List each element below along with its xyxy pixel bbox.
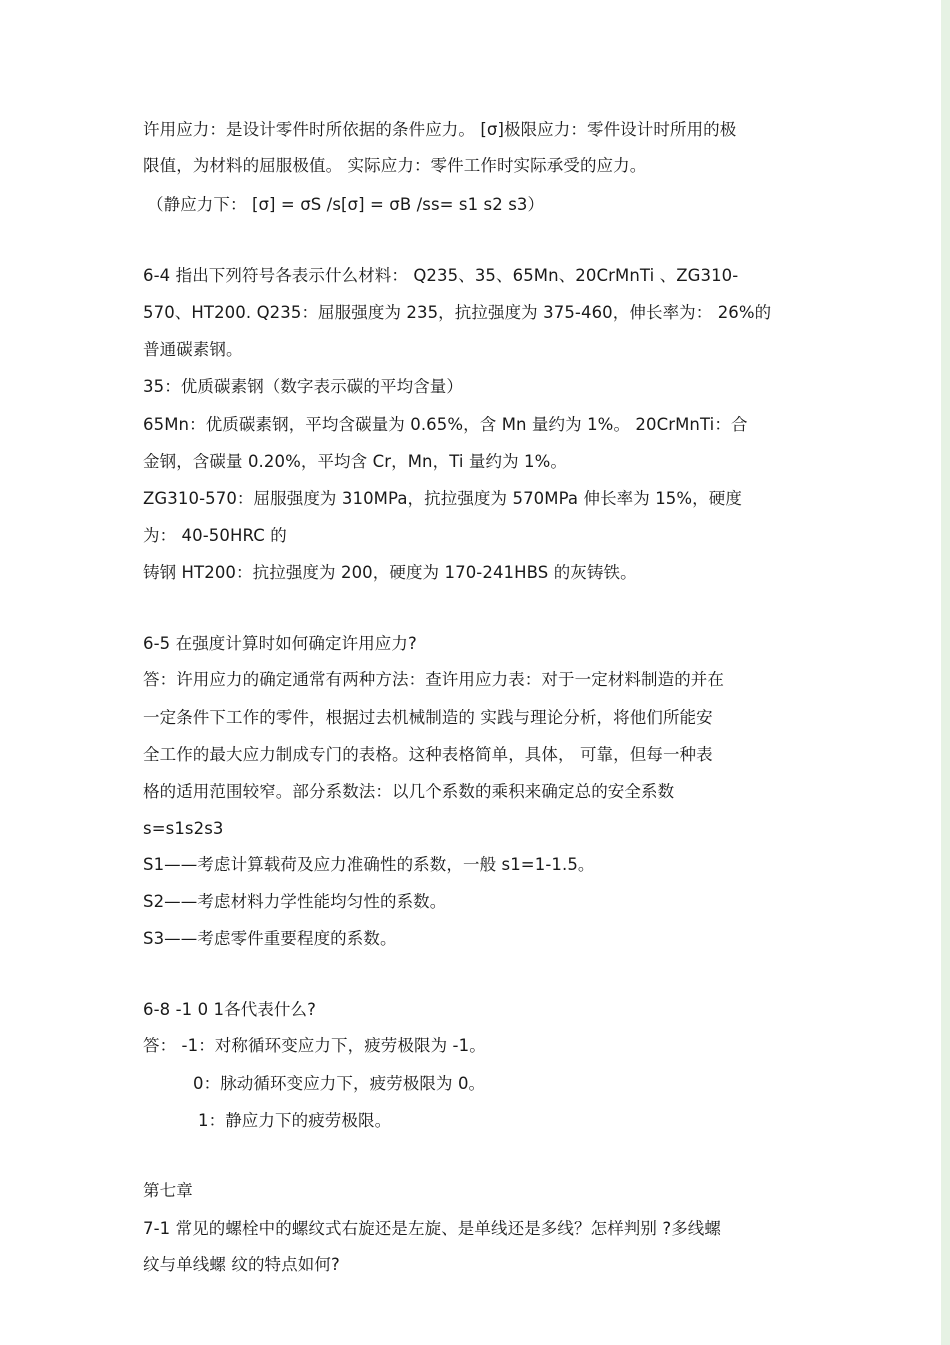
chapter-heading: 第七章 xyxy=(143,1181,193,1200)
text-line: 金钢，含碳量 0.20%，平均含 Cr，Mn，Ti 量约为 1%。 xyxy=(143,452,568,471)
text-line: s=s1s2s3 xyxy=(143,819,224,838)
text-line: 铸钢 HT200：抗拉强度为 200，硬度为 170-241HBS 的灰铸铁。 xyxy=(143,563,637,582)
text-line: 普通碳素钢。 xyxy=(143,340,243,359)
text-line: 1：静应力下的疲劳极限。 xyxy=(198,1111,392,1130)
text-line: 限值，为材料的屈服极值。 实际应力：零件工作时实际承受的应力。 xyxy=(143,156,647,175)
text-line: S2——考虑材料力学性能均匀性的系数。 xyxy=(143,892,447,911)
text-line: 35：优质碳素钢（数字表示碳的平均含量） xyxy=(143,377,463,396)
text-line: 0：脉动循环变应力下，疲劳极限为 0。 xyxy=(193,1074,486,1093)
text-line: ZG310-570：屈服强度为 310MPa，抗拉强度为 570MPa 伸长率为 15%，硬度 xyxy=(143,489,742,508)
text-line: 6-4 指出下列符号各表示什么材料： Q235、35、65Mn、20CrMnTi 、ZG310- xyxy=(143,266,739,285)
text-line: 全工作的最大应力制成专门的表格。这种表格简单，具体， 可靠，但每一种表 xyxy=(143,745,713,764)
text-line: 65Mn：优质碳素钢，平均含碳量为 0.65%，含 Mn 量约为 1%。 20CrMnTi：合 xyxy=(143,415,748,434)
text-line: 为： 40-50HRC 的 xyxy=(143,526,287,545)
text-line: 答： -1：对称循环变应力下，疲劳极限为 -1。 xyxy=(143,1036,486,1055)
text-line: （静应力下： [σ] = σS /s[σ] = σB /ss= s1 s2 s3） xyxy=(147,195,545,214)
text-line: S3——考虑零件重要程度的系数。 xyxy=(143,929,397,948)
text-line: 570、HT200. Q235：屈服强度为 235，抗拉强度为 375-460，伸长率为： 26%的 xyxy=(143,303,772,322)
text-line: 许用应力：是设计零件时所依据的条件应力。 [σ]极限应力：零件设计时所用的极 xyxy=(143,120,737,139)
text-line: 7-1 常见的螺栓中的螺纹式右旋还是左旋、是单线还是多线？怎样判别 ?多线螺 xyxy=(143,1219,721,1238)
text-line: 纹与单线螺 纹的特点如何? xyxy=(143,1255,340,1274)
text-line: 答：许用应力的确定通常有两种方法：查许用应力表：对于一定材料制造的并在 xyxy=(143,670,724,689)
text-line: 6-5 在强度计算时如何确定许用应力? xyxy=(143,634,417,653)
text-line: 6-8 -1 0 1各代表什么? xyxy=(143,1000,316,1019)
text-line: 一定条件下工作的零件，根据过去机械制造的 实践与理论分析，将他们所能安 xyxy=(143,708,713,727)
text-line: S1——考虑计算载荷及应力准确性的系数，一般 s1=1-1.5。 xyxy=(143,855,595,874)
text-line: 格的适用范围较窄。部分系数法：以几个系数的乘积来确定总的安全系数 xyxy=(143,782,675,801)
